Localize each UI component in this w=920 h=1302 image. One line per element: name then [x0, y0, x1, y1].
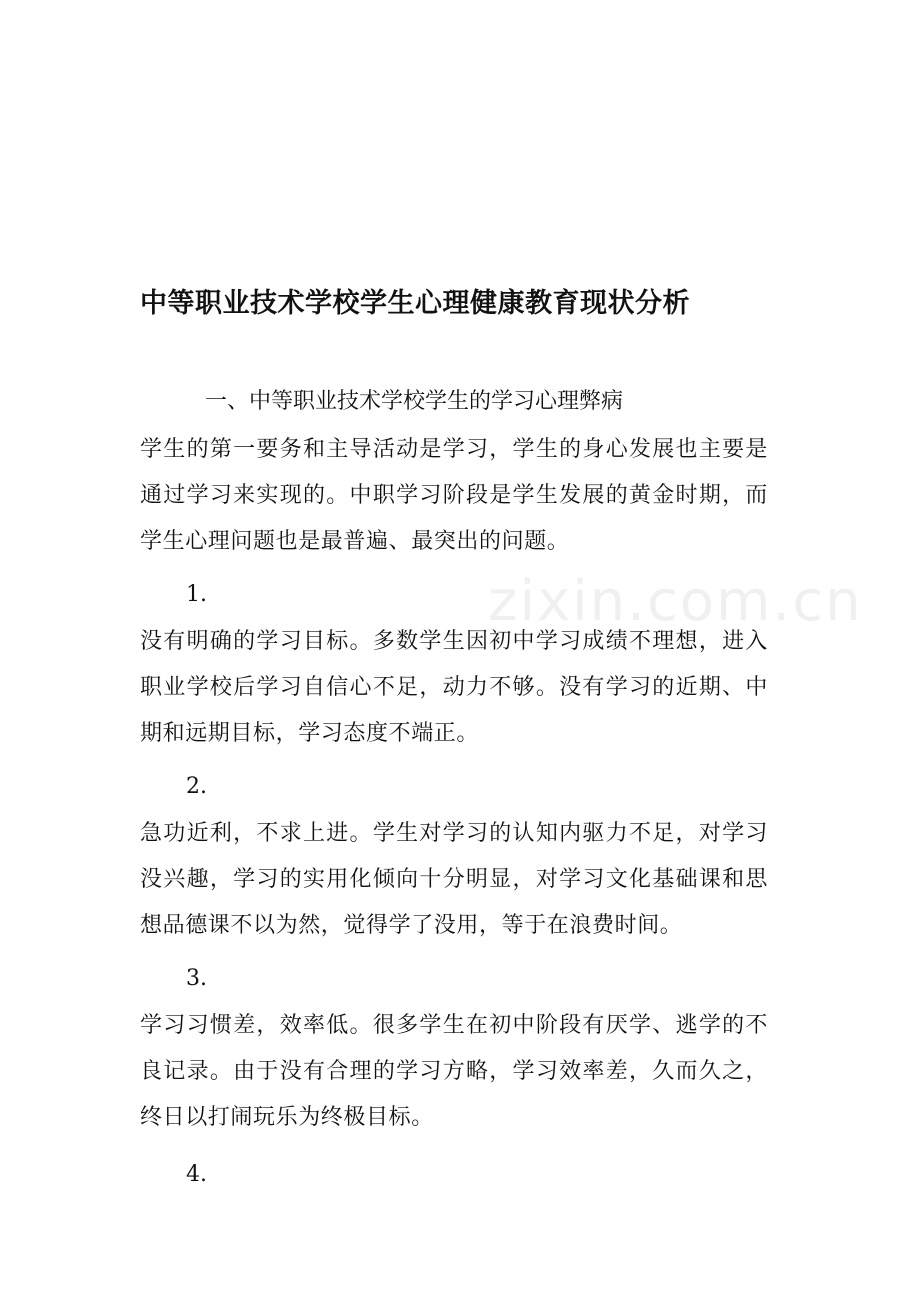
item-text-3: 学习习惯差，效率低。很多学生在初中阶段有厌学、逃学的不良记录。由于没有合理的学习方略，学习效率差，久而久之，终日以打闹玩乐为终极目标。	[140, 1013, 768, 1130]
item-text-2: 急功近利，不求上进。学生对学习的认知内驱力不足，对学习没兴趣，学习的实用化倾向十分明显，对学习文化基础课和思想品德课不以为然，觉得学了没用，等于在浪费时间。	[140, 821, 768, 938]
item-number-1: 1.	[186, 582, 207, 607]
item-number-4: 4.	[186, 1162, 207, 1187]
item-number-2: 2.	[186, 774, 207, 799]
item-text-1: 没有明确的学习目标。多数学生因初中学习成绩不理想，进入职业学校后学习自信心不足，动力不够。没有学习的近期、中期和远期目标，学习态度不端正。	[140, 629, 768, 746]
section-heading: 一、中等职业技术学校学生的学习心理弊病	[205, 389, 624, 414]
intro-paragraph: 学生的第一要务和主导活动是学习，学生的身心发展也主要是通过学习来实现的。中职学习阶段是学生发展的黄金时期，而学生心理问题也是最普遍、最突出的问题。	[140, 437, 768, 554]
document-title: 中等职业技术学校学生心理健康教育现状分析	[140, 288, 690, 319]
item-number-3: 3.	[186, 966, 207, 991]
watermark: zixin.com.cn	[488, 569, 863, 634]
